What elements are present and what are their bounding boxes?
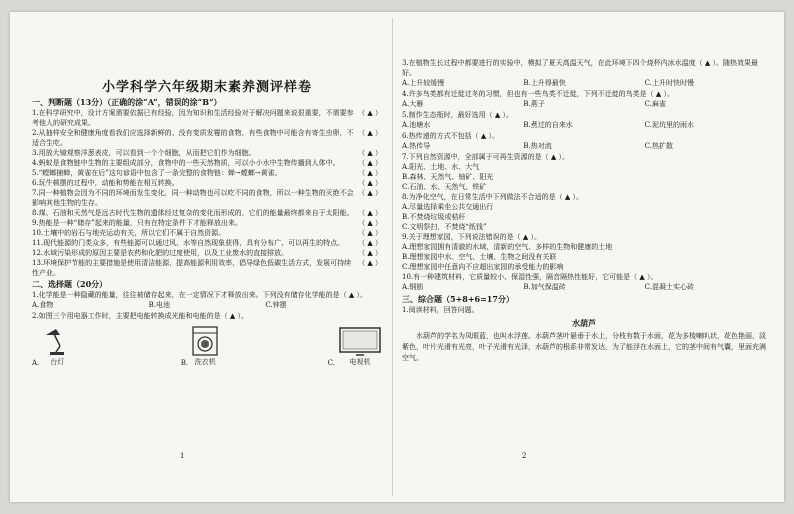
answer-blank[interactable]: （ ▲ ）	[358, 179, 382, 187]
option-b[interactable]: B.电池	[148, 301, 171, 309]
device-b	[181, 325, 219, 367]
option-a[interactable]: A.上升较缓慢	[402, 79, 445, 87]
option-b[interactable]: B.理想家园中水、空气、土壤、生物之间没有关联	[402, 253, 557, 261]
judgment-item-text: 1.在科学研究中，设计方案需要依据已有经验，因为知识和生活经验对于解决问题来说很重要，不需要参考他人的研究成果。	[32, 109, 354, 127]
option-a[interactable]: A.食物	[32, 301, 54, 309]
question-q10: 10.有一种建筑材料，它质量较小、保湿性强，隔音隔热性能好，它可能是（ ▲ ）。	[402, 273, 658, 281]
exam-sheet	[10, 12, 784, 502]
option-c[interactable]: C.麻雀	[644, 100, 666, 108]
judgment-item-text: 11.现代能源的门类众多，有些能源可以通过风、水等自然现象获得，具有分布广、可以再生的特点。	[32, 239, 345, 247]
device-c-caption: 电视机	[349, 358, 371, 366]
answer-blank[interactable]: （ ▲ ）	[358, 159, 382, 167]
judgment-item-text: 12.水域污染形成的原因主要是农药和化肥的过度使用，以及工业废水的直接排放。	[32, 249, 289, 257]
option-c[interactable]: C.钟摆	[265, 301, 287, 309]
judgment-item	[32, 128, 382, 148]
judgment-item	[32, 208, 382, 218]
answer-blank[interactable]: （ ▲ ）	[358, 259, 382, 267]
judgment-item-text: 13.环境保护节能的主要措施是使用清洁能源，提高能源利用效率，倡导绿色低碳生活方式，发展可持续性产业。	[32, 259, 352, 277]
option-a[interactable]: A.热传导	[402, 142, 431, 150]
judgment-item	[32, 238, 382, 248]
judgment-item-text: 3.用放大镜观察洋葱表皮，可以看到一个个细胞，从而把它们作为细胞。	[32, 149, 256, 157]
option-c[interactable]: C.上升时快时慢	[644, 79, 694, 87]
option-c[interactable]: C.热扩散	[644, 142, 673, 150]
question-q7: 7.下列自然资源中，全部属于可再生资源的是（ ▲ ）。	[402, 153, 570, 161]
exam-title: 小学科学六年级期末素养测评样卷	[101, 80, 312, 95]
answer-blank[interactable]: （ ▲ ）	[358, 149, 382, 157]
judgment-item-text: 9.热能是一种“储存”起来的能量，只有在特定条件下才能释放出来。	[32, 219, 242, 227]
answer-blank[interactable]: （ ▲ ）	[358, 169, 382, 177]
section-2-heading: 二、选择题（20分）	[32, 279, 108, 289]
answer-blank[interactable]: （ ▲ ）	[358, 239, 382, 247]
question-q4-options	[402, 99, 766, 110]
question-q6: 6.热传递的方式不包括（ ▲ ）。	[402, 132, 500, 140]
page-2-number: 2	[522, 452, 527, 460]
option-b[interactable]: B.煮过的自来水	[523, 121, 573, 129]
section-3-subquestion: 1.阅读材料，回答问题。	[402, 306, 479, 314]
page-2	[402, 12, 766, 502]
device-b-caption: 洗衣机	[194, 358, 216, 366]
option-a[interactable]: A.钢筋	[402, 283, 424, 291]
question-q5-options	[402, 120, 766, 131]
answer-blank[interactable]: （ ▲ ）	[358, 189, 382, 197]
device-a-letter: A.	[32, 359, 40, 367]
answer-blank[interactable]: （ ▲ ）	[358, 249, 382, 257]
choice-questions-3-10	[402, 58, 766, 293]
option-a[interactable]: A.大雁	[402, 100, 424, 108]
option-a[interactable]: A.阳光、土地、水、大气	[402, 163, 480, 171]
option-c[interactable]: C.理想家园中任意向不应超出家园的承受能力的影响	[402, 263, 564, 271]
question-2-2: 2.如图三个用电器工作时，主要把电能转换成光能和电能的是（ ▲ ）。	[32, 312, 249, 320]
device-a-caption: 台灯	[50, 358, 65, 366]
question-q4: 4.许多鸟类都有迁徙过冬的习惯，但也有一些鸟类不迁徙，下列不迁徙的鸟类是（ ▲ ）。	[402, 90, 675, 98]
judgment-item-text: 2.从抽样安全和健康角度看我们应选择新鲜的、没有变质发霉的食物，有些食物中可能含有寄生虫卵，不适合生吃。	[32, 129, 354, 147]
option-c[interactable]: C.混凝土实心砖	[644, 283, 694, 291]
section-1-heading: 一、判断题（13分）（正确的涂“A”，错误的涂“B”）	[32, 97, 222, 107]
washing-machine-icon	[191, 326, 219, 356]
question-2-1-options	[32, 300, 382, 311]
judgment-item	[32, 108, 382, 128]
judgment-item-text: 8.煤、石油和天然气是远古时代生物的遗体经过复杂的变化而形成的，它们的能量最终都来自于太阳能。	[32, 209, 354, 217]
device-c	[328, 325, 382, 367]
section-3-heading: 三、综合题（5+8+6=17分）	[402, 294, 514, 304]
judgment-item	[32, 258, 382, 278]
question-q3-options	[402, 78, 766, 89]
option-a[interactable]: A.尽量选择乘坐公共交通出行	[402, 203, 494, 211]
judgment-item-text: 10.土壤中的岩石与地壳运动有关，所以它们不属于自然资源。	[32, 229, 226, 237]
judgment-item	[32, 178, 382, 188]
question-q9: 9.关于理想家园，下列说法错误的是（ ▲ ）。	[402, 233, 542, 241]
question-q6-options	[402, 141, 766, 152]
device-figures	[32, 325, 382, 367]
judgment-item	[32, 148, 382, 158]
option-b[interactable]: B.不焚烧垃圾或秸秆	[402, 213, 466, 221]
question-2-1: 1.化学能是一种隐藏的能量，往往被储存起来，在一定情况下才释放出来。下列没有储存化学能的是（ ▲ ）。	[32, 291, 368, 299]
option-b[interactable]: B.加气保温砖	[523, 283, 566, 291]
judgment-item-text: 4.蚂蚁是食物链中生物的主要组成部分，食物中的一些天然物质，可以小小水中生物传播到人体中。	[32, 159, 340, 167]
answer-blank[interactable]: （ ▲ ）	[358, 109, 382, 117]
television-icon	[338, 326, 382, 356]
page-1-number: 1	[180, 452, 185, 460]
judgment-item-text: 7.同一种植物会因为不同的环境而发生变化，同一种动物也可以吃不同的食物，所以一种生物的灭绝不会影响其他生物的生存。	[32, 189, 354, 207]
judgment-item	[32, 228, 382, 238]
passage-title: 水葫芦	[572, 318, 596, 328]
passage-text: 水葫芦的学名为凤眼蓝，也叫水浮莲。水葫芦茎叶悬垂于水上，分枝有数于水面，花为多棱喇叭状，花色艳丽，淡紫色，叶片光滑有光亮，叶子光滑有光泽，水葫芦的根系非常发达，为了能浮在水面上，它的茎中间有气囊，里面充满空气。	[402, 332, 766, 362]
device-b-letter: B.	[180, 359, 189, 367]
question-q10-options	[402, 282, 766, 293]
option-b[interactable]: B.热对流	[523, 142, 552, 150]
section-1-items	[32, 108, 382, 278]
option-c[interactable]: C.泥坑里的雨水	[644, 121, 694, 129]
option-b[interactable]: B.森林、天然气、铀矿、阳光	[402, 173, 494, 181]
judgment-item	[32, 188, 382, 208]
option-b[interactable]: B.上升得最快	[523, 79, 566, 87]
option-a[interactable]: A.池塘水	[402, 121, 431, 129]
judgment-item	[32, 168, 382, 178]
question-q5: 5.制作生态瓶时，最好选用（ ▲ ）。	[402, 111, 514, 119]
answer-blank[interactable]: （ ▲ ）	[358, 129, 382, 137]
desk-lamp-icon	[42, 326, 72, 356]
judgment-item	[32, 158, 382, 168]
answer-blank[interactable]: （ ▲ ）	[358, 229, 382, 237]
option-a[interactable]: A.理想家园拥有清澈的水域、清新的空气、多样的生物和健康的土地	[402, 243, 613, 251]
option-c[interactable]: C.石油、水、天然气、铁矿	[402, 183, 487, 191]
device-a	[32, 325, 72, 367]
judgment-item-text: 5.“螳螂捕蝉，黄雀在后”这句谚语中包含了一条完整的食物链：蝉→螳螂→黄雀。	[32, 169, 282, 177]
judgment-item-text: 6.玩牛顿摆的过程中，动能和势能在相互转换。	[32, 179, 179, 187]
answer-blank[interactable]: （ ▲ ）	[358, 219, 382, 227]
judgment-item	[32, 218, 382, 228]
page-1	[32, 12, 382, 502]
option-c[interactable]: C.文明祭扫，不焚烧“纸钱”	[402, 223, 487, 231]
device-c-letter: C.	[327, 359, 335, 367]
answer-blank[interactable]: （ ▲ ）	[358, 209, 382, 217]
option-b[interactable]: B.燕子	[523, 100, 545, 108]
judgment-item	[32, 248, 382, 258]
page-divider	[392, 18, 393, 496]
question-q3: 3.在植物生长过程中都要进行的实验中，模拟了夏天高温天气，在此环境下四个烧杯内冰水温度（ ▲ ）。随热效果最好。	[402, 59, 759, 77]
question-q8: 8.为净化空气，在日常生活中下列做法不合适的是（ ▲ ）。	[402, 193, 584, 201]
